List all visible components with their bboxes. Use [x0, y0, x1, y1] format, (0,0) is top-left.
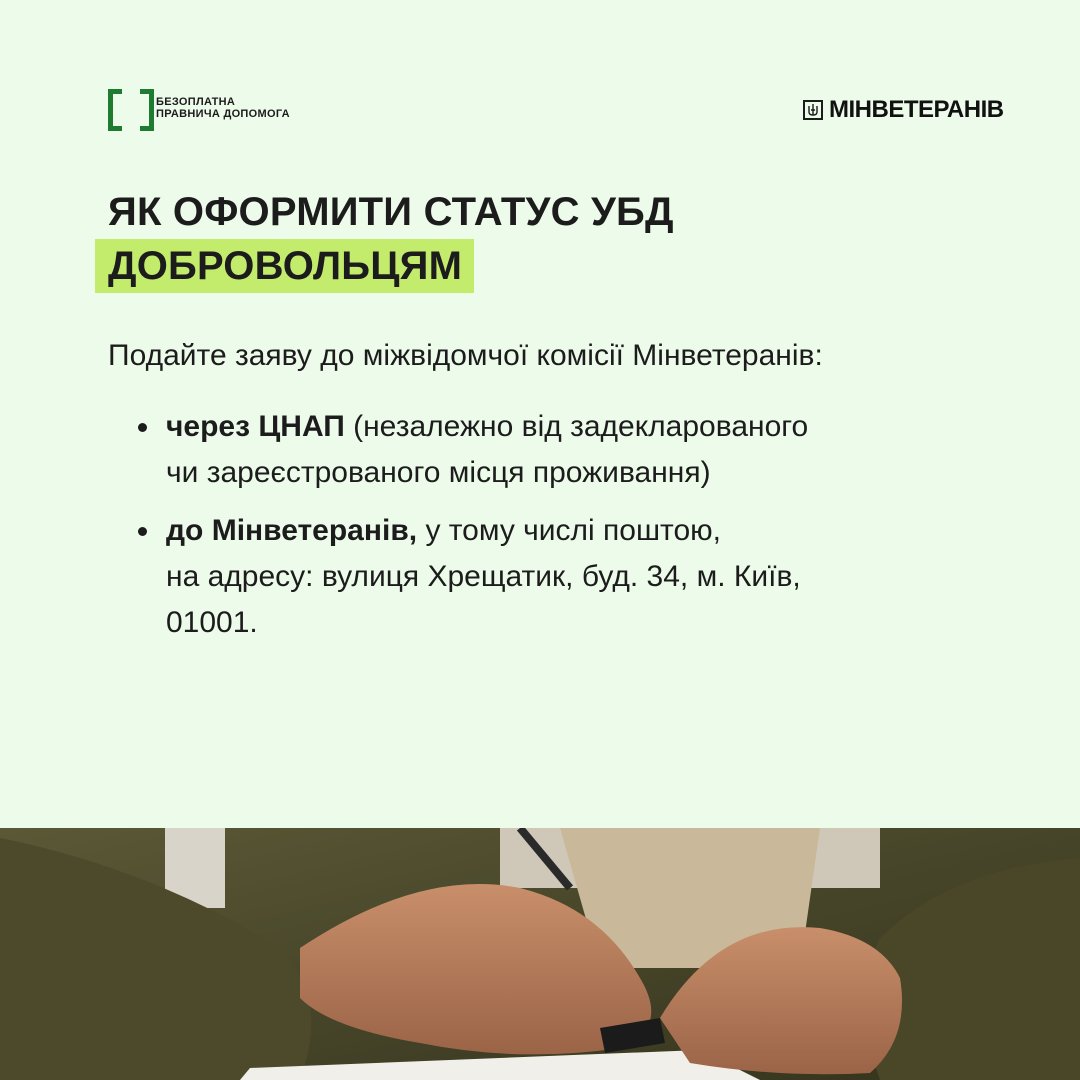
bullet-2-line3: 01001. — [166, 606, 258, 639]
legal-aid-logo-line1: БЕЗОПЛАТНА — [156, 96, 236, 108]
minveterans-logo-text: МІНВЕТЕРАНІВ — [829, 96, 1004, 123]
list-item — [138, 404, 808, 496]
bullet-1-line1 — [166, 404, 808, 450]
legal-aid-logo-text — [156, 96, 290, 120]
bullet-2-bold: до Мінветеранів, — [166, 514, 418, 547]
bullet-dot-icon — [138, 527, 147, 536]
page-title — [108, 188, 674, 293]
trident-icon — [803, 100, 823, 120]
bullet-list — [138, 404, 808, 658]
legal-aid-logo-line2: ПРАВНИЧА ДОПОМОГА — [156, 108, 290, 120]
writing-hands-photo — [0, 828, 1080, 1080]
title-highlighted: ДОБРОВОЛЬЦЯМ — [95, 239, 474, 293]
legal-aid-logo — [108, 89, 290, 127]
list-item — [138, 508, 808, 646]
intro-text: Подайте заяву до міжвідомчої комісії Мінветеранів: — [108, 339, 823, 372]
bullet-2-line2: на адресу: вулиця Хрещатик, буд. 34, м. Київ, — [166, 560, 801, 593]
bullet-2-rest: у тому числі поштою, — [417, 514, 721, 547]
photo-illustration — [0, 828, 1080, 1080]
bullet-dot-icon — [138, 423, 147, 432]
minveterans-logo — [803, 96, 1004, 124]
bullet-1-line2: чи зареєстрованого місця проживання) — [166, 456, 711, 489]
bracket-icon — [108, 89, 154, 127]
bullet-2-line1 — [166, 508, 808, 554]
bullet-1-bold: через ЦНАП — [166, 410, 345, 443]
title-line1: ЯК ОФОРМИТИ СТАТУС УБД — [108, 190, 674, 234]
bullet-1-rest: (незалежно від задекларованого — [344, 410, 809, 443]
